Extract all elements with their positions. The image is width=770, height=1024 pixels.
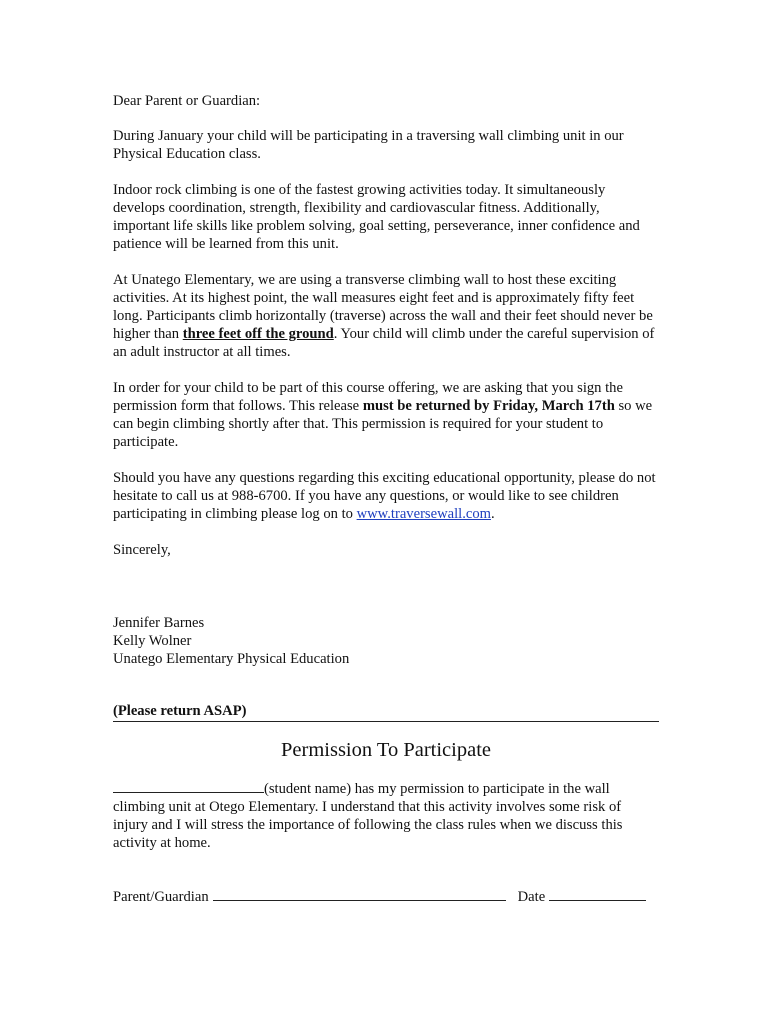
paragraph-contact-text-1: Should you have any questions regarding this exciting educational opportunity, please do not hesitate to call us at 988-6700. If you have any questions, or would like to see children participating in climbing please log on to xyxy=(113,470,656,522)
parent-guardian-label: Parent/Guardian xyxy=(113,889,209,905)
closing: Sincerely, xyxy=(113,542,171,558)
height-limit-emphasis: three feet off the ground xyxy=(182,326,334,342)
paragraph-contact xyxy=(113,469,659,523)
student-name-field[interactable] xyxy=(113,779,264,793)
letter-body xyxy=(113,92,659,668)
date-label: Date xyxy=(517,889,546,905)
paragraph-wall-description xyxy=(113,271,659,361)
form-title: Permission To Participate xyxy=(281,739,491,761)
paragraph-intro: During January your child will be participating in a traversing wall climbing unit in our Physical Education class. xyxy=(113,128,624,162)
paragraph-return-deadline xyxy=(113,379,659,451)
paragraph-wall-text-2: . Your child will climb under the careful supervision of an adult instructor at all times. xyxy=(113,326,655,360)
paragraph-deadline-text-1: In order for your child to be part of this course offering, we are asking that you sign the permission form that follows. This release xyxy=(113,380,623,414)
form-body-text: (student name) has my permission to participate in the wall climbing unit at Otego Elementary. I understand that this activity involves some risk of injury and I will stress the importance of following the class rules when we discuss this activity at home. xyxy=(113,781,623,851)
paragraph-wall-text-1: At Unatego Elementary, we are using a transverse climbing wall to host these exciting activities. At its highest point, the wall measures eight feet and is approximately fifty feet long. Participants climb horizontally (traverse) across the wall and their feet should never be higher than xyxy=(113,272,653,342)
signature-line-1: Jennifer Barnes xyxy=(113,615,205,631)
deadline-emphasis: must be returned by Friday, March 17th xyxy=(362,398,615,414)
paragraph-contact-text-2: . xyxy=(491,506,495,522)
signature-line-2: Kelly Wolner xyxy=(113,633,192,649)
website-link[interactable]: www.traversewall.com xyxy=(356,506,491,522)
signature-line-3: Unatego Elementary Physical Education xyxy=(113,651,350,667)
paragraph-benefits: Indoor rock climbing is one of the fastest growing activities today. It simultaneously develops coordination, strength, flexibility and cardiovascular fitness. Additionally, important life skills like problem solving, goal setting, perseverance, inner confidence and patience will be learned from this unit. xyxy=(113,182,640,252)
parent-signature-field[interactable] xyxy=(213,887,506,901)
return-note: (Please return ASAP) xyxy=(113,702,659,722)
signature-block xyxy=(113,614,659,668)
signature-row xyxy=(113,887,659,906)
form-body xyxy=(113,779,659,852)
greeting: Dear Parent or Guardian: xyxy=(113,93,261,109)
paragraph-deadline-text-2: so we can begin climbing shortly after that. This permission is required for your student to participate. xyxy=(113,398,653,450)
date-field[interactable] xyxy=(549,887,646,901)
